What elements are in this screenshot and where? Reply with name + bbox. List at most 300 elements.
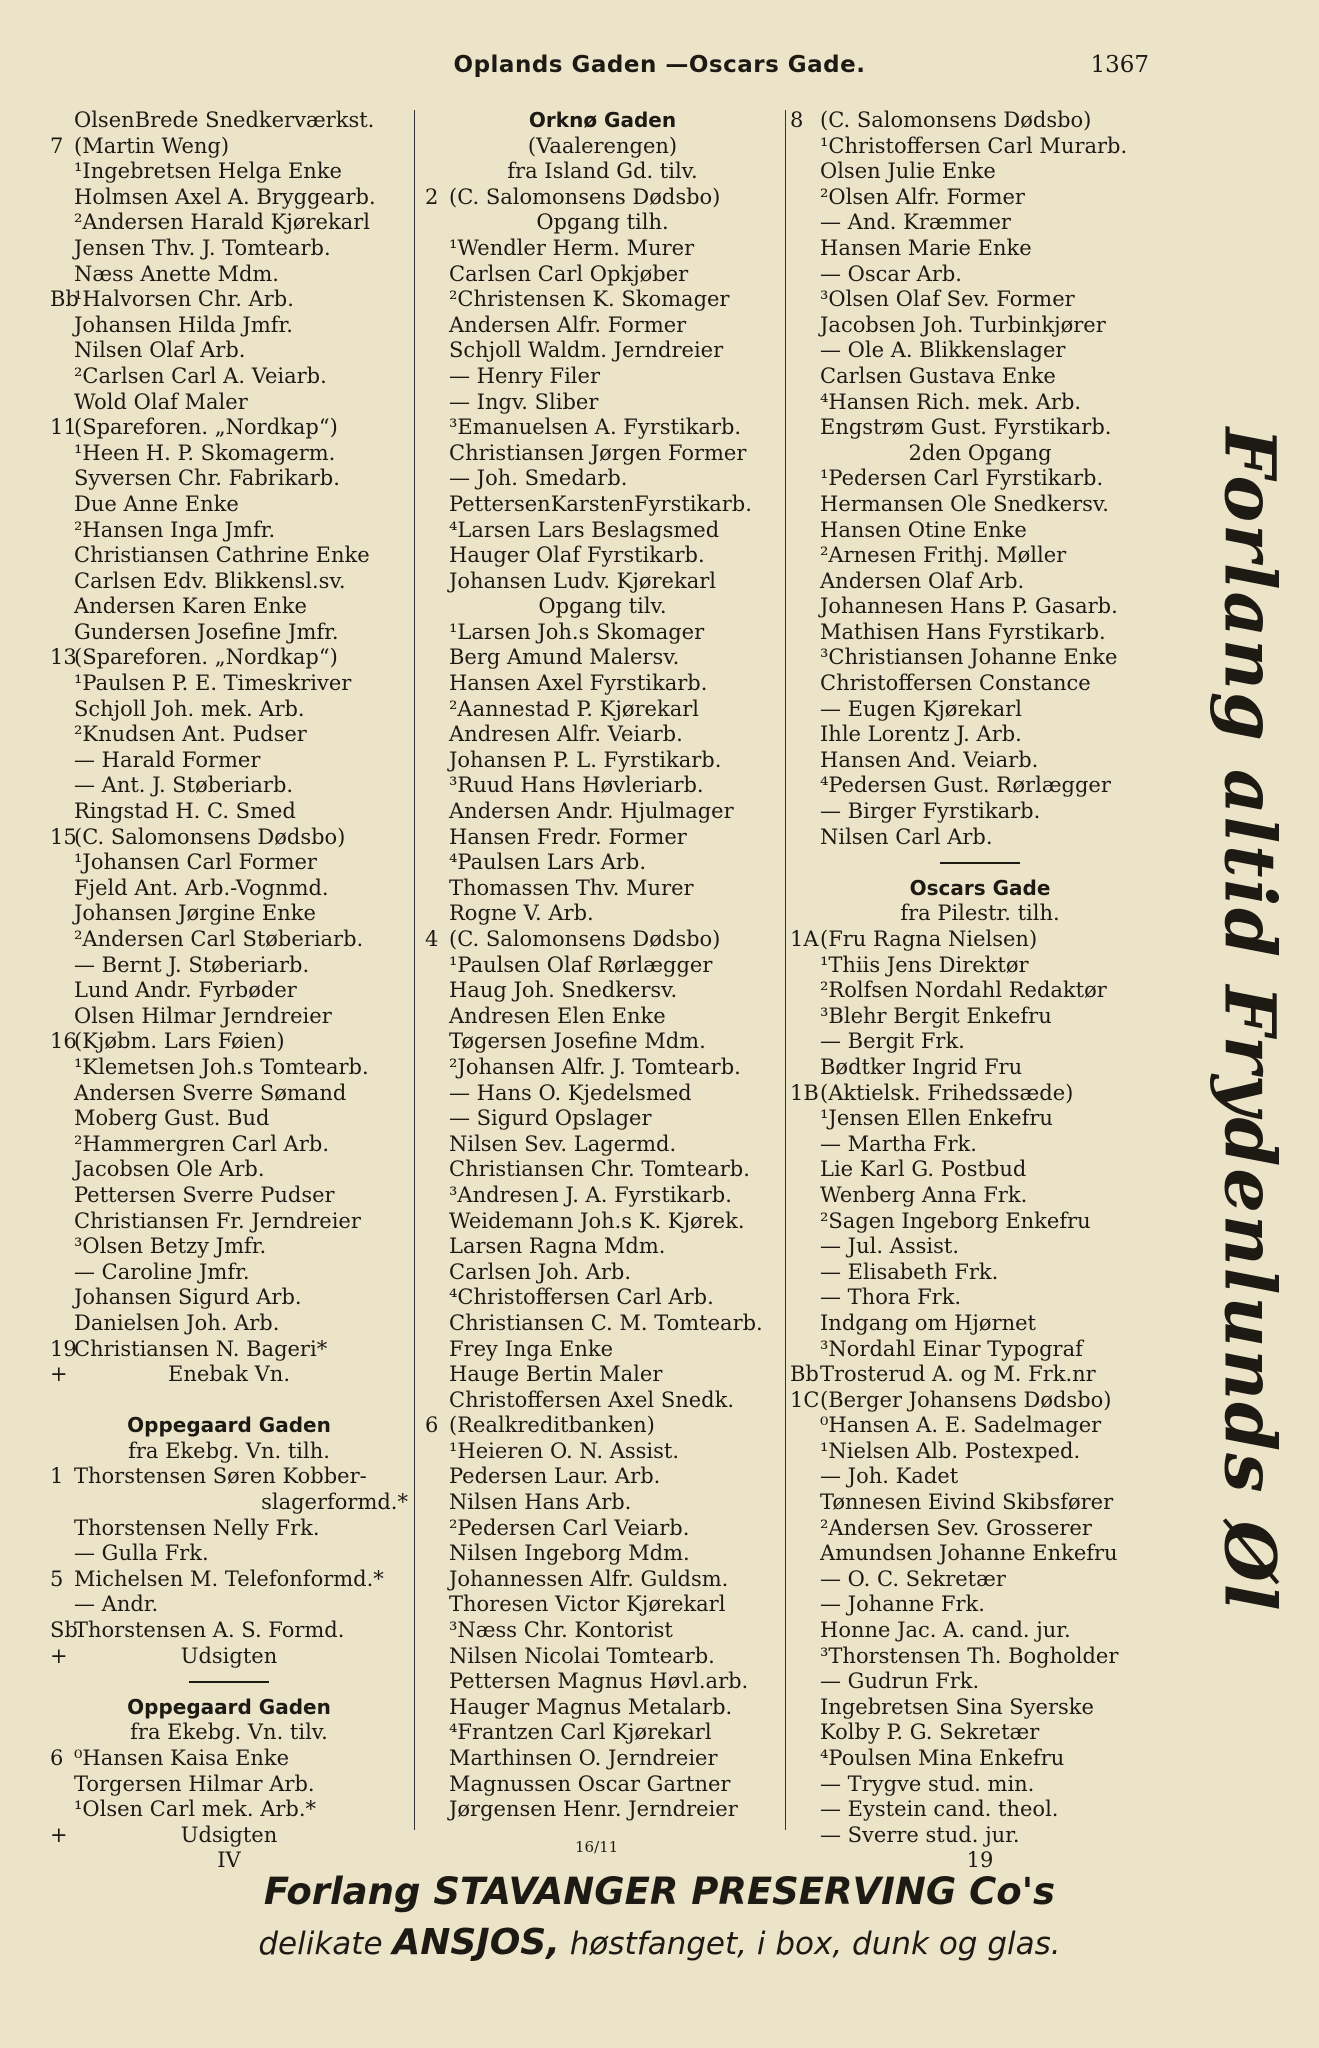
directory-entry bbox=[425, 236, 780, 262]
directory-entry bbox=[50, 850, 408, 876]
entry-text: Nilsen Nicolai Tomtearb. bbox=[449, 1643, 715, 1668]
entry-text: fra Island Gd. tilv. bbox=[507, 159, 698, 184]
directory-entry bbox=[50, 441, 408, 467]
directory-entry bbox=[425, 466, 780, 492]
entry-text: Ingebretsen Sina Syerske bbox=[820, 1694, 1094, 1719]
entry-text: Nilsen Carl Arb. bbox=[820, 824, 993, 849]
directory-entry bbox=[50, 543, 408, 569]
entry-text: ³Næss Chr. Kontorist bbox=[449, 1618, 673, 1643]
entry-text: Nilsen Olaf Arb. bbox=[74, 338, 246, 363]
directory-entry bbox=[425, 390, 780, 416]
directory-entry bbox=[50, 825, 408, 851]
entry-text: Christiansen Chr. Tomtearb. bbox=[449, 1157, 750, 1182]
directory-entry bbox=[50, 799, 408, 825]
entry-text: ³Olsen Olaf Sev. Former bbox=[820, 287, 1075, 312]
entry-text: — Oscar Arb. bbox=[820, 261, 962, 286]
entry-text: Gundersen Josefine Jmfr. bbox=[74, 619, 339, 644]
directory-entry bbox=[790, 1823, 1170, 1849]
entry-text: — And. Kræmmer bbox=[820, 210, 1011, 235]
directory-entry bbox=[790, 1490, 1170, 1516]
directory-entry bbox=[50, 773, 408, 799]
entry-text: Jørgensen Henr. Jerndreier bbox=[449, 1797, 738, 1822]
entry-text: ²Hammergren Carl Arb. bbox=[74, 1131, 329, 1156]
entry-text: Johansen Ludv. Kjørekarl bbox=[449, 568, 716, 593]
entry-text: (C. Salomonsens Dødsbo) bbox=[449, 184, 721, 209]
directory-entry bbox=[790, 313, 1170, 339]
directory-entry bbox=[790, 108, 1170, 134]
entry-text: ⁴Poulsen Mina Enkefru bbox=[820, 1746, 1065, 1770]
entry-text: ¹Paulsen P. E. Timeskriver bbox=[74, 671, 352, 696]
entry-text: Andresen Elen Enke bbox=[449, 1003, 666, 1028]
entry-text: Andersen Andr. Hjulmager bbox=[449, 799, 734, 824]
entry-text: ³Blehr Bergit Enkefru bbox=[820, 1003, 1052, 1028]
entry-text: ³Andresen J. A. Fyrstikarb. bbox=[449, 1182, 732, 1207]
entry-text: — Andr. bbox=[74, 1592, 159, 1617]
directory-entry bbox=[790, 1132, 1170, 1158]
entry-text: Lund Andr. Fyrbøder bbox=[74, 978, 297, 1003]
entry-text: ¹Pedersen Carl Fyrstikarb. bbox=[820, 466, 1104, 491]
directory-entry bbox=[790, 1337, 1170, 1363]
entry-text: — Joh. Kadet bbox=[820, 1464, 959, 1489]
entry-text: Thorstensen Nelly Frk. bbox=[74, 1515, 320, 1540]
directory-entry bbox=[425, 287, 780, 313]
entry-text: Hauger Olaf Fyrstikarb. bbox=[449, 543, 705, 568]
entry-text: Due Anne Enke bbox=[74, 491, 239, 516]
directory-entry bbox=[790, 1541, 1170, 1567]
entry-text: Jacobsen Joh. Turbinkjører bbox=[820, 312, 1106, 337]
entry-text: Fjeld Ant. Arb.-Vognmd. bbox=[74, 875, 329, 900]
entry-text: ¹Larsen Joh.s Skomager bbox=[449, 619, 705, 644]
directory-entry bbox=[790, 1004, 1170, 1030]
directory-entry bbox=[425, 1567, 780, 1593]
directory-entry bbox=[790, 185, 1170, 211]
directory-entry bbox=[425, 748, 780, 774]
entry-text: (Spareforen. „Nordkap“) bbox=[74, 415, 338, 440]
entry-text: Holmsen Axel A. Bryggearb. bbox=[74, 184, 376, 209]
entry-text: Amundsen Johanne Enkefru bbox=[820, 1541, 1118, 1566]
directory-entry bbox=[50, 1055, 408, 1081]
footer-advertisement-line2 bbox=[0, 1922, 1319, 1963]
entry-text: Christiansen Cathrine Enke bbox=[74, 543, 370, 568]
entry-text: ¹Heieren O. N. Assist. bbox=[449, 1438, 680, 1463]
directory-entry bbox=[50, 108, 408, 134]
entry-text: Pedersen Laur. Arb. bbox=[449, 1464, 661, 1489]
house-number: 6 bbox=[425, 1413, 439, 1438]
directory-entry bbox=[50, 671, 408, 697]
directory-entry bbox=[50, 364, 408, 390]
entry-text: Johansen P. L. Fyrstikarb. bbox=[449, 747, 722, 772]
entry-text: ⁴Hansen Rich. mek. Arb. bbox=[820, 389, 1082, 414]
entry-text: — Birger Fyrstikarb. bbox=[820, 799, 1041, 824]
entry-text: ²Carlsen Carl A. Veiarb. bbox=[74, 363, 327, 388]
directory-entry bbox=[50, 1388, 408, 1414]
directory-entry bbox=[790, 1311, 1170, 1337]
entry-text: — Elisabeth Frk. bbox=[820, 1259, 999, 1284]
directory-entry bbox=[50, 1644, 408, 1670]
entry-text: Michelsen M. Telefonformd.* bbox=[74, 1566, 384, 1591]
directory-entry bbox=[425, 1516, 780, 1542]
directory-entry bbox=[425, 594, 780, 620]
directory-entry bbox=[50, 953, 408, 979]
directory-entry bbox=[425, 825, 780, 851]
column-2 bbox=[425, 108, 780, 1823]
entry-text: ³Emanuelsen A. Fyrstikarb. bbox=[449, 415, 742, 440]
entry-text: (Fru Ragna Nielsen) bbox=[820, 927, 1038, 951]
directory-entry bbox=[50, 518, 408, 544]
entry-text: — Johanne Frk. bbox=[820, 1592, 985, 1617]
house-number: + bbox=[50, 1362, 68, 1387]
directory-entry bbox=[425, 1695, 780, 1721]
directory-entry bbox=[790, 518, 1170, 544]
directory-entry bbox=[425, 1055, 780, 1081]
directory-entry bbox=[790, 645, 1170, 671]
entry-text: Andresen Alfr. Veiarb. bbox=[449, 722, 683, 747]
directory-entry bbox=[50, 1592, 408, 1618]
entry-text: Andersen Sverre Sømand bbox=[74, 1080, 347, 1105]
directory-entry bbox=[790, 1695, 1170, 1721]
entry-text: Marthinsen O. Jerndreier bbox=[449, 1746, 718, 1770]
house-number: 6 bbox=[50, 1746, 64, 1770]
directory-entry bbox=[50, 1720, 408, 1746]
directory-entry bbox=[790, 953, 1170, 979]
house-number: Sb bbox=[50, 1618, 78, 1643]
entry-text: Olsen Julie Enke bbox=[820, 159, 996, 184]
entry-text: (C. Salomonsens Dødsbo) bbox=[449, 927, 721, 951]
directory-entry bbox=[425, 543, 780, 569]
directory-entry bbox=[790, 1797, 1170, 1823]
directory-entry bbox=[425, 671, 780, 697]
entry-text: Schjoll Waldm. Jerndreier bbox=[449, 338, 724, 363]
entry-text: Nilsen Sev. Lagermd. bbox=[449, 1131, 677, 1156]
directory-entry bbox=[425, 134, 780, 160]
entry-text: Thorstensen Søren Kobber- bbox=[74, 1464, 367, 1489]
directory-entry bbox=[790, 1157, 1170, 1183]
directory-entry bbox=[425, 1132, 780, 1158]
entry-text: Udsigten bbox=[180, 1643, 278, 1668]
directory-entry bbox=[790, 1567, 1170, 1593]
entry-text: — Jul. Assist. bbox=[820, 1234, 960, 1259]
street-heading bbox=[50, 1413, 408, 1439]
entry-text: (Aktielsk. Frihedssæde) bbox=[820, 1080, 1074, 1105]
directory-entry bbox=[50, 1029, 408, 1055]
side-advertisement: Forlang altid Frydenlunds Øl bbox=[1208, 427, 1292, 1613]
entry-text: Hauge Bertin Maler bbox=[449, 1362, 663, 1387]
entry-text: — Bergit Frk. bbox=[820, 1029, 965, 1054]
directory-entry bbox=[790, 569, 1170, 595]
directory-entry bbox=[790, 492, 1170, 518]
entry-text: Pettersen Sverre Pudser bbox=[74, 1182, 335, 1207]
directory-entry bbox=[790, 1234, 1170, 1260]
entry-text: Honne Jac. A. cand. jur. bbox=[820, 1618, 1071, 1643]
entry-text: Larsen Ragna Mdm. bbox=[449, 1234, 666, 1259]
entry-text: ¹Wendler Herm. Murer bbox=[449, 235, 695, 260]
directory-entry bbox=[425, 1260, 780, 1286]
entry-text: ⁴Pedersen Gust. Rørlægger bbox=[820, 773, 1111, 798]
ad-text-pre: delikate bbox=[258, 1926, 383, 1962]
entry-text: ³Christiansen Johanne Enke bbox=[820, 645, 1118, 670]
entry-text: Mathisen Hans Fyrstikarb. bbox=[820, 619, 1106, 644]
directory-entry bbox=[425, 1106, 780, 1132]
entry-text: Hansen And. Veiarb. bbox=[820, 747, 1039, 772]
directory-entry bbox=[790, 210, 1170, 236]
directory-entry bbox=[790, 671, 1170, 697]
directory-entry bbox=[425, 773, 780, 799]
entry-text: Tøgersen Josefine Mdm. bbox=[449, 1029, 706, 1054]
house-number: 2 bbox=[425, 184, 439, 209]
directory-entry bbox=[790, 1055, 1170, 1081]
directory-entry bbox=[425, 645, 780, 671]
entry-text: Andersen Alfr. Former bbox=[449, 312, 687, 337]
entry-text: ²Knudsen Ant. Pudser bbox=[74, 722, 307, 747]
entry-text: ¹Johansen Carl Former bbox=[74, 850, 317, 875]
directory-entry bbox=[50, 236, 408, 262]
entry-text: ²Andersen Carl Støberiarb. bbox=[74, 927, 364, 951]
directory-entry bbox=[790, 1439, 1170, 1465]
directory-entry bbox=[790, 466, 1170, 492]
directory-entry bbox=[790, 1106, 1170, 1132]
directory-entry bbox=[50, 569, 408, 595]
entry-text: Johansen Hilda Jmfr. bbox=[74, 312, 293, 337]
directory-entry bbox=[425, 850, 780, 876]
directory-entry bbox=[50, 1362, 408, 1388]
entry-text: (C. Salomonsens Dødsbo) bbox=[820, 108, 1092, 132]
directory-entry bbox=[425, 799, 780, 825]
entry-text: ⁴Frantzen Carl Kjørekarl bbox=[449, 1720, 712, 1745]
street-name: Oppegaard Gaden bbox=[127, 1694, 331, 1719]
directory-entry bbox=[425, 1439, 780, 1465]
directory-entry bbox=[425, 262, 780, 288]
directory-entry bbox=[50, 492, 408, 518]
entry-text: Engstrøm Gust. Fyrstikarb. bbox=[820, 415, 1112, 440]
entry-text: Hansen Fredr. Former bbox=[449, 824, 687, 849]
entry-text: — Martha Frk. bbox=[820, 1131, 977, 1156]
directory-entry bbox=[425, 1797, 780, 1823]
ad-text-bold: ANSJOS, bbox=[392, 1922, 560, 1963]
entry-text: ⁰Hansen A. E. Sadelmager bbox=[820, 1413, 1102, 1438]
entry-text: Nilsen Hans Arb. bbox=[449, 1490, 632, 1515]
entry-text: Christiansen C. M. Tomtearb. bbox=[449, 1310, 763, 1335]
entry-text: Trosterud A. og M. Frk.nr bbox=[820, 1362, 1096, 1387]
directory-entry bbox=[50, 645, 408, 671]
directory-entry bbox=[50, 1260, 408, 1286]
entry-text: — Ant. J. Støberiarb. bbox=[74, 773, 294, 798]
directory-entry bbox=[790, 1260, 1170, 1286]
directory-entry bbox=[425, 338, 780, 364]
directory-entry bbox=[50, 1311, 408, 1337]
directory-entry bbox=[50, 1132, 408, 1158]
directory-entry bbox=[790, 159, 1170, 185]
directory-entry bbox=[50, 1209, 408, 1235]
entry-text: Thoresen Victor Kjørekarl bbox=[449, 1592, 726, 1617]
directory-entry bbox=[425, 1413, 780, 1439]
directory-entry bbox=[50, 1081, 408, 1107]
directory-entry bbox=[425, 1388, 780, 1414]
directory-entry bbox=[425, 927, 780, 953]
house-number: 13 bbox=[50, 645, 77, 670]
directory-entry bbox=[425, 441, 780, 467]
directory-entry bbox=[50, 748, 408, 774]
separator-rule bbox=[940, 862, 1020, 864]
entry-text: slagerformd.* bbox=[261, 1490, 408, 1515]
entry-text: ²Andersen Sev. Grosserer bbox=[820, 1515, 1092, 1540]
directory-entry bbox=[50, 262, 408, 288]
entry-text: Syversen Chr. Fabrikarb. bbox=[74, 466, 340, 491]
directory-entry bbox=[50, 1490, 408, 1516]
directory-entry bbox=[50, 1004, 408, 1030]
directory-entry bbox=[50, 1464, 408, 1490]
footer-advertisement-line1: Forlang STAVANGER PRESERVING Co's bbox=[263, 1870, 1056, 1913]
directory-entry bbox=[425, 1644, 780, 1670]
entry-text: ³Olsen Betzy Jmfr. bbox=[74, 1234, 267, 1259]
entry-text: Johansen Sigurd Arb. bbox=[74, 1285, 302, 1310]
entry-text: Tønnesen Eivind Skibsfører bbox=[820, 1490, 1114, 1515]
directory-entry bbox=[425, 1618, 780, 1644]
directory-entry bbox=[425, 1157, 780, 1183]
entry-text: ⁴Paulsen Lars Arb. bbox=[449, 850, 647, 875]
directory-entry bbox=[50, 1516, 408, 1542]
street-heading bbox=[425, 108, 780, 134]
entry-text: ²Hansen Inga Jmfr. bbox=[74, 517, 276, 542]
directory-entry bbox=[790, 415, 1170, 441]
directory-entry bbox=[790, 748, 1170, 774]
directory-entry bbox=[425, 1183, 780, 1209]
entry-text: — Harald Former bbox=[74, 747, 261, 772]
entry-text: (Realkreditbanken) bbox=[449, 1413, 655, 1438]
entry-text: ¹Halvorsen Chr. Arb. bbox=[74, 287, 294, 312]
directory-entry bbox=[50, 1439, 408, 1465]
directory-entry bbox=[790, 364, 1170, 390]
entry-text: — Joh. Smedarb. bbox=[449, 466, 628, 491]
directory-entry bbox=[790, 1285, 1170, 1311]
directory-entry bbox=[425, 1029, 780, 1055]
entry-text: Carlsen Joh. Arb. bbox=[449, 1259, 632, 1284]
entry-text: ¹Thiis Jens Direktør bbox=[820, 952, 1029, 977]
entry-text: ²Andersen Harald Kjørekarl bbox=[74, 210, 370, 235]
entry-text: ¹Nielsen Alb. Postexped. bbox=[820, 1438, 1081, 1463]
entry-text: 19 bbox=[966, 1848, 994, 1873]
directory-entry bbox=[50, 1285, 408, 1311]
directory-entry bbox=[50, 876, 408, 902]
entry-text: — Eugen Kjørekarl bbox=[820, 696, 1022, 721]
entry-text: — Caroline Jmfr. bbox=[74, 1259, 250, 1284]
entry-text: Johannesen Hans P. Gasarb. bbox=[820, 594, 1118, 619]
directory-entry bbox=[50, 697, 408, 723]
entry-text: ²Rolfsen Nordahl Redaktør bbox=[820, 978, 1107, 1003]
directory-entry bbox=[790, 543, 1170, 569]
entry-text: Andersen Karen Enke bbox=[74, 594, 307, 619]
entry-text: Carlsen Carl Opkjøber bbox=[449, 261, 689, 286]
directory-entry bbox=[790, 1183, 1170, 1209]
directory-entry bbox=[790, 1772, 1170, 1798]
entry-text: — Hans O. Kjedelsmed bbox=[449, 1080, 692, 1105]
directory-entry bbox=[790, 799, 1170, 825]
entry-text: Enebak Vn. bbox=[167, 1362, 290, 1387]
directory-entry bbox=[425, 518, 780, 544]
directory-entry bbox=[425, 1337, 780, 1363]
entry-text: (Berger Johansens Dødsbo) bbox=[820, 1387, 1112, 1412]
directory-entry bbox=[50, 185, 408, 211]
directory-entry bbox=[790, 773, 1170, 799]
entry-text: Hansen Marie Enke bbox=[820, 235, 1032, 260]
entry-text: 2den Opgang bbox=[908, 440, 1052, 465]
entry-text: Christiansen N. Bageri* bbox=[74, 1336, 328, 1361]
house-number: 7 bbox=[50, 133, 64, 158]
directory-entry bbox=[790, 441, 1170, 467]
directory-entry bbox=[790, 1618, 1170, 1644]
entry-text: Jensen Thv. J. Tomtearb. bbox=[74, 235, 331, 260]
directory-entry bbox=[425, 901, 780, 927]
house-number: 19 bbox=[50, 1336, 77, 1361]
directory-entry bbox=[790, 1413, 1170, 1439]
entry-text: — Ingv. Sliber bbox=[449, 389, 599, 414]
entry-text: — Trygve stud. min. bbox=[820, 1771, 1035, 1796]
directory-entry bbox=[50, 390, 408, 416]
entry-text: ²Aannestad P. Kjørekarl bbox=[449, 696, 699, 721]
entry-text: Nilsen Ingeborg Mdm. bbox=[449, 1541, 690, 1566]
directory-entry bbox=[790, 1209, 1170, 1235]
entry-text: ¹Christoffersen Carl Murarb. bbox=[820, 133, 1128, 158]
entry-text: Olsen Hilmar Jerndreier bbox=[74, 1003, 332, 1028]
entry-text: fra Ekebg. Vn. tilh. bbox=[128, 1438, 330, 1463]
entry-text: IV bbox=[217, 1848, 241, 1873]
house-number: 15 bbox=[50, 824, 77, 849]
entry-text: — Ole A. Blikkenslager bbox=[820, 338, 1066, 363]
entry-text: Frey Inga Enke bbox=[449, 1336, 614, 1361]
directory-entry bbox=[790, 978, 1170, 1004]
entry-text: ¹Jensen Ellen Enkefru bbox=[820, 1106, 1053, 1131]
entry-text: Ringstad H. C. Smed bbox=[74, 799, 296, 824]
directory-entry bbox=[790, 287, 1170, 313]
directory-entry bbox=[425, 876, 780, 902]
directory-entry bbox=[425, 415, 780, 441]
entry-text: — Henry Filer bbox=[449, 363, 600, 388]
column-divider bbox=[414, 110, 415, 1830]
directory-entry bbox=[790, 1592, 1170, 1618]
directory-entry bbox=[425, 1362, 780, 1388]
street-heading bbox=[50, 1695, 408, 1721]
entry-text: (Spareforen. „Nordkap“) bbox=[74, 645, 338, 670]
entry-text: Christoffersen Axel Snedk. bbox=[449, 1387, 735, 1412]
entry-text: Torgersen Hilmar Arb. bbox=[74, 1771, 315, 1796]
directory-entry bbox=[425, 1285, 780, 1311]
entry-text: — Sverre stud. jur. bbox=[820, 1822, 1020, 1847]
directory-entry bbox=[790, 1516, 1170, 1542]
entry-text: ³Ruud Hans Høvleriarb. bbox=[449, 773, 704, 798]
directory-entry bbox=[790, 1029, 1170, 1055]
section-separator bbox=[50, 1669, 408, 1695]
entry-text: Andersen Olaf Arb. bbox=[820, 568, 1025, 593]
column-divider bbox=[785, 110, 786, 1830]
entry-text: ²Sagen Ingeborg Enkefru bbox=[820, 1208, 1091, 1233]
entry-text: Hansen Axel Fyrstikarb. bbox=[449, 671, 708, 696]
directory-entry bbox=[50, 287, 408, 313]
entry-text: ²Arnesen Frithj. Møller bbox=[820, 543, 1067, 568]
directory-entry bbox=[50, 1618, 408, 1644]
entry-text: Lie Karl G. Postbud bbox=[820, 1157, 1027, 1182]
directory-entry bbox=[50, 1183, 408, 1209]
house-number: 1B bbox=[790, 1080, 819, 1105]
entry-text: Johansen Jørgine Enke bbox=[74, 901, 316, 926]
directory-entry bbox=[425, 1720, 780, 1746]
entry-text: — Thora Frk. bbox=[820, 1285, 962, 1310]
entry-text: — Eystein cand. theol. bbox=[820, 1797, 1059, 1822]
directory-entry bbox=[425, 697, 780, 723]
page-title: Oplands Gaden —Oscars Gade. bbox=[453, 52, 866, 78]
directory-entry bbox=[790, 338, 1170, 364]
directory-entry bbox=[50, 978, 408, 1004]
directory-entry bbox=[790, 697, 1170, 723]
column-1 bbox=[50, 108, 408, 1874]
